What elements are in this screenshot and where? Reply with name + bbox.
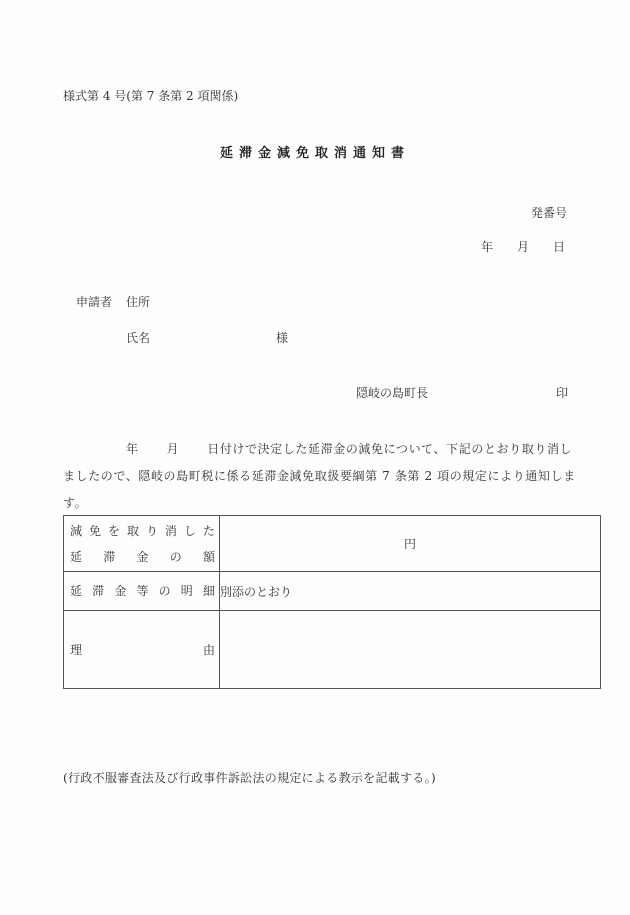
header-char: 金 — [136, 549, 149, 564]
table-row-amount — [64, 516, 601, 572]
date-day-label: 日 — [553, 240, 566, 254]
header-char: 消 — [164, 523, 177, 538]
header-char: 細 — [202, 584, 215, 598]
honorific-label: 様 — [276, 331, 289, 345]
body-line-2: ましたので、隠岐の島町税に係る延滞金減免取扱要綱第 7 条第 2 項の規定により通知しま — [63, 469, 576, 483]
reason-value-cell — [220, 611, 601, 689]
table-row-reason — [64, 611, 601, 689]
header-char: し — [183, 523, 196, 538]
header-char: 等 — [136, 584, 149, 598]
amount-header-line-1 — [70, 518, 215, 544]
amount-value-cell — [220, 516, 601, 572]
reason-header-cell — [64, 611, 220, 689]
amount-header-cell — [64, 516, 220, 572]
form-number-label: 様式第 4 号(第 7 条第 2 項関係) — [63, 89, 239, 103]
header-char: 減 — [70, 523, 83, 538]
body-line-3: す。 — [63, 496, 88, 510]
header-char: を — [107, 523, 120, 538]
document-number-label: 発番号 — [531, 206, 568, 220]
header-char: 額 — [202, 549, 215, 564]
body-year: 年 — [126, 442, 139, 456]
header-char: り — [145, 523, 158, 538]
name-label: 氏名 — [126, 331, 151, 345]
header-char: の — [158, 584, 171, 598]
issuer-name: 隠岐の島町長 — [356, 386, 429, 400]
address-label: 住所 — [126, 295, 151, 309]
applicant-label: 申請者 — [76, 295, 113, 309]
header-char: 明 — [180, 584, 193, 598]
header-char: 免 — [88, 523, 101, 538]
header-char: 延 — [70, 549, 83, 564]
header-char: の — [169, 549, 182, 564]
header-char: た — [202, 523, 215, 538]
body-month: 月 — [166, 442, 180, 456]
header-char: 理 — [70, 642, 83, 657]
body-line-1-text: 日付けで決定した延滞金の減免について、下記のとおり取り消し — [207, 442, 573, 456]
header-char: 延 — [70, 584, 83, 598]
body-line-1 — [63, 436, 583, 463]
detail-header-cell — [64, 572, 220, 611]
appeal-notice: (行政不服審査法及び行政事件訴訟法の規定による教示を記載する。) — [63, 771, 436, 785]
notice-body — [63, 436, 583, 517]
header-char: 滞 — [92, 584, 105, 598]
notice-table — [63, 515, 601, 689]
yen-unit: 円 — [403, 537, 416, 551]
header-char: 金 — [114, 584, 127, 598]
reason-header — [70, 637, 215, 663]
table-row-detail — [64, 572, 601, 611]
document-title: 延滞金減免取消通知書 — [219, 146, 410, 161]
amount-header-line-2 — [70, 544, 215, 570]
detail-value-cell: 別添のとおり — [220, 572, 601, 611]
issue-date — [481, 241, 565, 253]
date-year-label: 年 — [481, 240, 494, 254]
header-char: 滞 — [103, 549, 116, 564]
seal-mark: 印 — [556, 386, 569, 400]
date-month-label: 月 — [517, 240, 530, 254]
detail-header — [70, 578, 215, 604]
header-char: 由 — [202, 642, 215, 657]
header-char: 取 — [126, 523, 139, 538]
